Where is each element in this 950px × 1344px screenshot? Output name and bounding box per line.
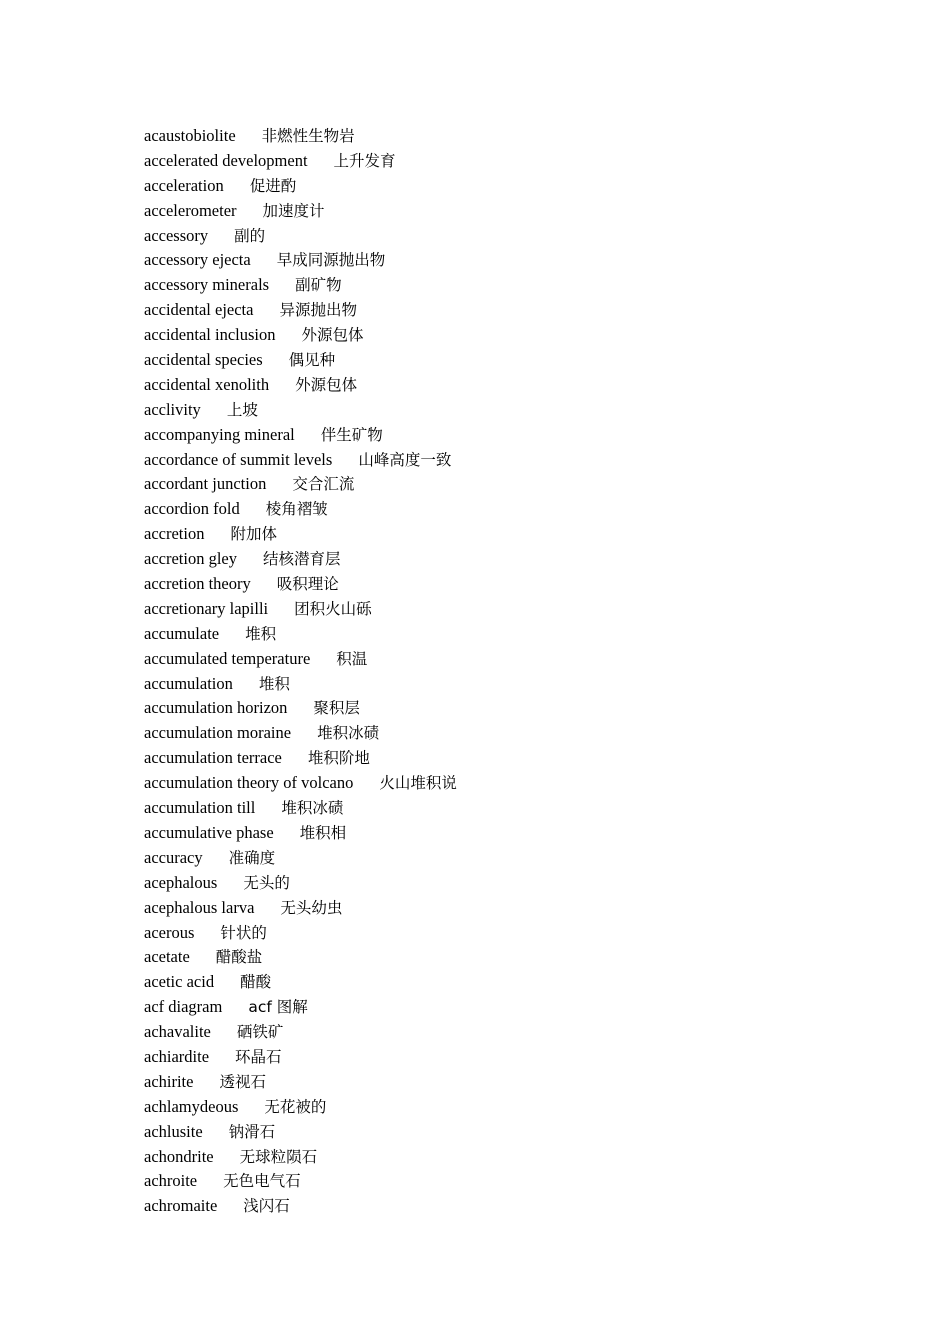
- glossary-entry: [144, 622, 457, 647]
- entry-term: acetate: [144, 947, 190, 967]
- glossary-entry: [144, 398, 457, 423]
- entry-term: acf diagram: [144, 997, 223, 1017]
- entry-term: accumulation: [144, 673, 233, 693]
- glossary-entry: [144, 970, 457, 995]
- glossary-entry: [144, 1070, 457, 1095]
- entry-translation: 副的: [234, 226, 266, 245]
- entry-translation: 火山堆积说: [379, 774, 457, 793]
- glossary-entry: [144, 721, 457, 746]
- entry-translation: 无球粒陨石: [239, 1147, 318, 1166]
- glossary-list: [144, 124, 457, 1219]
- entry-term: accessory: [144, 225, 209, 245]
- glossary-entry: [144, 796, 457, 821]
- entry-term: accretion gley: [144, 549, 237, 569]
- entry-translation: 堆积相: [299, 823, 347, 842]
- entry-term: achiardite: [144, 1046, 210, 1066]
- glossary-entry: [144, 945, 457, 970]
- entry-translation: 外源包体: [295, 375, 358, 394]
- entry-term: accidental xenolith: [144, 374, 270, 394]
- entry-term: achlusite: [144, 1121, 203, 1141]
- glossary-entry: [144, 1020, 457, 1045]
- glossary-entry: [144, 672, 457, 697]
- glossary-entry: [144, 597, 457, 622]
- entry-term: achroite: [144, 1171, 198, 1191]
- entry-term: acaustobiolite: [144, 126, 236, 145]
- entry-translation: 副矿物: [295, 276, 342, 295]
- entry-translation: acf 图解: [248, 998, 308, 1017]
- entry-translation: 加速度计: [262, 201, 325, 220]
- entry-translation: 促进酌: [249, 176, 297, 195]
- entry-translation: 醋酸盐: [215, 948, 263, 967]
- entry-translation: 针状的: [220, 923, 267, 942]
- entry-term: acephalous larva: [144, 897, 255, 917]
- entry-translation: 无头幼虫: [280, 898, 343, 917]
- glossary-entry: [144, 547, 457, 572]
- entry-translation: 结核潜育层: [263, 550, 341, 569]
- entry-term: accumulation theory of volcano: [144, 773, 354, 793]
- entry-term: accumulation horizon: [144, 698, 288, 718]
- entry-translation: 聚积层: [313, 699, 360, 718]
- entry-translation: 偶见种: [288, 351, 336, 370]
- entry-term: accretion: [144, 524, 205, 544]
- entry-translation: 硒铁矿: [236, 1023, 284, 1042]
- glossary-entry: [144, 1095, 457, 1120]
- glossary-entry: [144, 896, 457, 921]
- entry-translation: 堆积: [245, 624, 277, 643]
- entry-translation: 外源包体: [301, 326, 364, 345]
- glossary-entry: [144, 174, 457, 199]
- glossary-entry: [144, 224, 457, 249]
- entry-term: accumulation moraine: [144, 723, 292, 743]
- glossary-entry: [144, 572, 457, 597]
- glossary-entry: [144, 248, 457, 273]
- entry-translation: 上升发育: [333, 151, 396, 170]
- glossary-entry: [144, 921, 457, 946]
- entry-term: accretion theory: [144, 574, 251, 594]
- glossary-entry: [144, 1045, 457, 1070]
- entry-term: achavalite: [144, 1022, 211, 1042]
- entry-translation: 上坡: [226, 400, 258, 419]
- entry-term: accelerated development: [144, 150, 308, 170]
- glossary-entry: [144, 871, 457, 896]
- entry-translation: 非燃性生物岩: [261, 127, 355, 145]
- entry-term: accumulation till: [144, 798, 256, 818]
- glossary-entry: [144, 647, 457, 672]
- entry-term: achlamydeous: [144, 1096, 239, 1116]
- entry-term: accuracy: [144, 847, 203, 867]
- glossary-entry: [144, 522, 457, 547]
- glossary-entry: [144, 1169, 457, 1194]
- entry-term: accretionary lapilli: [144, 598, 269, 618]
- entry-term: accumulate: [144, 623, 220, 643]
- glossary-entry: [144, 448, 457, 473]
- entry-translation: 吸积理论: [276, 575, 339, 594]
- entry-term: accelerometer: [144, 200, 237, 220]
- entry-term: acephalous: [144, 872, 218, 892]
- glossary-entry: [144, 273, 457, 298]
- entry-term: achromaite: [144, 1196, 218, 1216]
- entry-translation: 伴生矿物: [320, 425, 383, 444]
- glossary-entry: [144, 771, 457, 796]
- entry-term: achondrite: [144, 1146, 214, 1166]
- entry-translation: 准确度: [228, 848, 276, 867]
- entry-term: accumulated temperature: [144, 648, 311, 668]
- glossary-entry: [144, 423, 457, 448]
- glossary-entry: [144, 497, 457, 522]
- entry-term: acceleration: [144, 175, 224, 195]
- glossary-entry: [144, 1145, 457, 1170]
- entry-translation: 无色电气石: [223, 1172, 301, 1191]
- entry-translation: 团积火山砾: [294, 599, 372, 618]
- glossary-entry: [144, 323, 457, 348]
- entry-term: accessory minerals: [144, 275, 270, 295]
- glossary-entry: [144, 846, 457, 871]
- entry-translation: 醋酸: [240, 973, 272, 992]
- glossary-entry: [144, 348, 457, 373]
- entry-term: accidental inclusion: [144, 325, 276, 345]
- glossary-entry: [144, 1120, 457, 1145]
- entry-term: acetic acid: [144, 972, 215, 992]
- glossary-entry: [144, 1194, 457, 1219]
- entry-translation: 堆积冰碛: [281, 799, 344, 818]
- entry-translation: 浅闪石: [243, 1197, 290, 1216]
- entry-translation: 附加体: [230, 525, 277, 544]
- entry-translation: 堆积阶地: [307, 749, 370, 768]
- glossary-entry: [144, 199, 457, 224]
- entry-translation: 无花被的: [264, 1097, 327, 1116]
- glossary-entry: [144, 149, 457, 174]
- entry-translation: 无头的: [243, 873, 290, 892]
- entry-translation: 钠滑石: [228, 1122, 276, 1141]
- entry-translation: 堆积: [258, 674, 290, 693]
- glossary-entry: [144, 298, 457, 323]
- glossary-entry: [144, 472, 457, 497]
- entry-term: accessory ejecta: [144, 250, 251, 270]
- entry-term: accumulation terrace: [144, 748, 282, 768]
- glossary-entry: [144, 821, 457, 846]
- glossary-entry: [144, 124, 457, 149]
- glossary-entry: [144, 696, 457, 721]
- entry-term: acclivity: [144, 399, 201, 419]
- entry-translation: 山峰高度一致: [358, 450, 452, 469]
- entry-translation: 交合汇流: [292, 475, 355, 494]
- entry-term: accordion fold: [144, 499, 240, 519]
- entry-translation: 积温: [336, 649, 368, 668]
- entry-term: accordant junction: [144, 474, 267, 494]
- entry-term: accumulative phase: [144, 822, 274, 842]
- glossary-entry: [144, 373, 457, 398]
- entry-term: accompanying mineral: [144, 424, 295, 444]
- entry-translation: 棱角褶皱: [265, 500, 328, 519]
- entry-term: acerous: [144, 922, 195, 942]
- glossary-entry: [144, 995, 457, 1020]
- entry-translation: 透视石: [219, 1072, 266, 1091]
- entry-term: achirite: [144, 1071, 194, 1091]
- entry-term: accordance of summit levels: [144, 449, 333, 469]
- entry-translation: 异源抛出物: [279, 301, 357, 320]
- entry-translation: 堆积冰碛: [317, 724, 380, 743]
- glossary-entry: [144, 746, 457, 771]
- entry-translation: 早成同源抛出物: [276, 251, 386, 270]
- entry-term: accidental species: [144, 350, 263, 370]
- entry-translation: 环晶石: [235, 1047, 282, 1066]
- entry-term: accidental ejecta: [144, 300, 254, 320]
